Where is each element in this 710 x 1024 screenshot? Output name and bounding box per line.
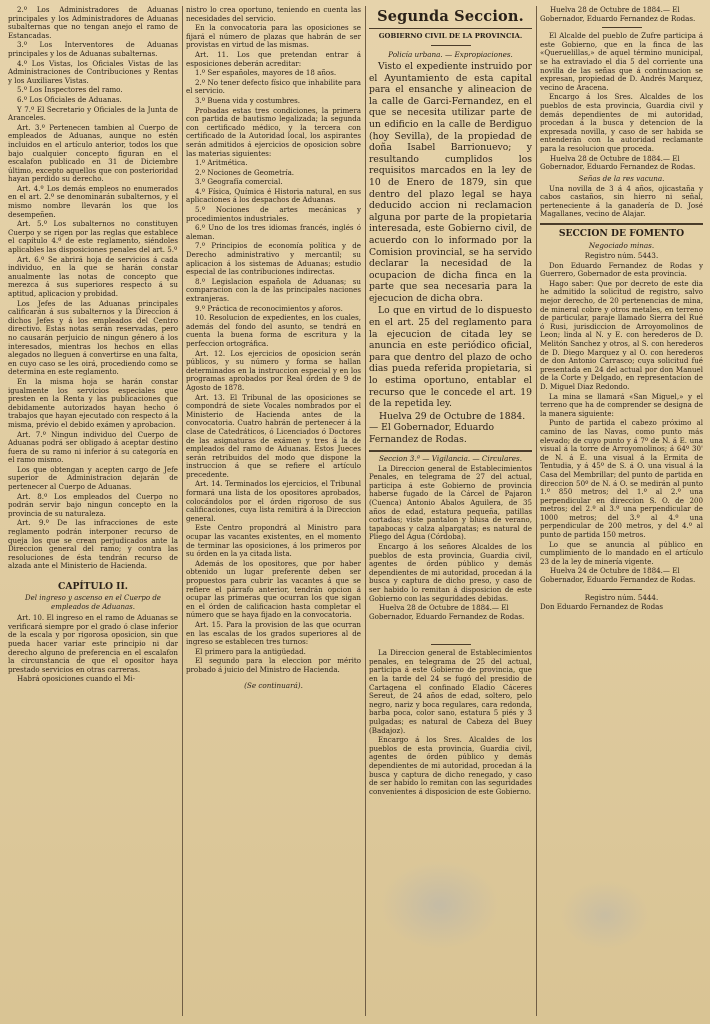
column-rule bbox=[365, 6, 366, 1016]
column-rule bbox=[182, 6, 183, 1016]
column-2 bbox=[186, 6, 361, 1020]
paragraph: 8.º Legislacion española de Aduanas; su comparacion con la de las principales naciones extranjeras. bbox=[186, 276, 361, 303]
paragraph: Los Jefes de las Aduanas principales calificarán á sus subalternos y la Direccion á dichos Jefes y á los empleados del Centro directivo. Estas notas serán reservadas, pero no causarán perjuicio de ningun género á los interesados, mientras los hechos en ellas alegados no lleguen á convertirse en una falta, en cuyo caso se les oirá, procediendo como se determina en este reglamento. bbox=[8, 298, 178, 377]
signature: Huelva 29 de Octubre de 1884.— El Gobernador, Eduardo Fernandez de Rodas. bbox=[369, 410, 526, 445]
paragraph: 4.º Física, Química é Historia natural, en sus aplicaciones á los despachos de Aduanas. bbox=[186, 186, 361, 205]
paragraph: Art. 5.º Los subalternos no constituyen Cuerpo y se rigen por las reglas que establece el capítulo 4.º de este reglamento, siéndoles aplicables las disposiciones penales del art. 5.º bbox=[8, 219, 178, 255]
signature: Huelva 28 de Octubre de 1884.— El Gobernador, Eduardo Fernandez de Rodas. bbox=[540, 6, 696, 23]
paragraph: Una novilla de 3 á 4 años, ojicastaña y cabos castaños, sin hierro ni señal, perteneciente á la ganadería de D. José Magallanes, vecino de Alajar. bbox=[540, 183, 703, 219]
government-title: GOBIERNO CIVIL DE LA PROVINCIA. bbox=[378, 32, 523, 40]
chapter-title: CAPÍTULO II. bbox=[58, 581, 128, 592]
paragraph: 1.º Aritmética. bbox=[195, 158, 248, 168]
paragraph: Lo que se anuncia al público en cumplimiento de lo mandado en el artículo 23 de la ley de minería vigente. bbox=[540, 539, 703, 566]
paragraph: 6.º Uno de los tres idiomas francés, inglés ó aleman. bbox=[186, 223, 361, 241]
paragraph: Probadas estas tres condiciones, la primera con partida de bautismo legalizada; la segunda con certificado médico, y la tercera con certificado de la Autoridad local, los aspirantes serán admitidos á ejercicios de oposicion sobre las materias siguientes: bbox=[186, 105, 361, 158]
paragraph: Art. 15. Para la provision de las que ocurran en las escalas de los grados superiores al de ingreso se establecen tres turnos: bbox=[186, 619, 361, 647]
paragraph: Art. 9.º De las infracciones de este reglamento podrán interponer recurso de queja los que se crean perjudicados ante la Direccion general del ramo; y contra las resoluciones de ésta tendrán recurso de alzada ante el Ministerio de Hacienda. bbox=[8, 518, 178, 571]
paragraph: 2.º No tener defecto físico que inhabilite para el servicio. bbox=[186, 77, 361, 96]
column-rule bbox=[536, 6, 537, 1016]
paragraph: Art. 14. Terminados los ejercicios, el Tribunal formará una lista de los opositores aprobados, colocándolos por el órden rigoroso de sus calificaciones, cuya lista remitirá á la Direccion general. bbox=[186, 479, 361, 523]
signature: Huelva 24 de Octubre de 1884.— El Gobernador, Eduardo Fernandez de Rodas. bbox=[540, 566, 696, 585]
paragraph: 9.º Práctica de reconocimientos y aforos. bbox=[195, 303, 343, 313]
paragraph: Encargo á los señores Alcaldes de los pueblos de esta provincia, Guardia civil, agentes de órden público y demás dependientes de mi autoridad, procedan á la busca y captura de dicho preso, y caso de ser habido lo remitan á disposicion de este Gobierno con las seguridades debidas. bbox=[369, 541, 532, 603]
continues-note: (Se continuará). bbox=[244, 680, 303, 690]
signature: Huelva 28 de Octubre de 1884.— El Gobernador, Eduardo Fernandez de Rodas. bbox=[369, 603, 525, 621]
paragraph: 3.º Buena vida y costumbres. bbox=[195, 95, 301, 105]
senas-title: Señas de la res vacuna. bbox=[578, 173, 665, 183]
paragraph: 2.º Nociones de Geometría. bbox=[195, 167, 295, 177]
paragraph: 7.º Principios de economía política y de Derecho administrativo y mercantil; su aplicacion á los sistemas de Aduanas; estudio especial de las contribuciones indirectas. bbox=[186, 241, 361, 277]
paragraph: 6.º Los Oficiales de Aduanas. bbox=[17, 94, 122, 104]
column-1 bbox=[8, 6, 178, 1020]
paragraph: Lo que en virtud de lo dispuesto en el art. 25 del reglamento para la ejecucion de citada ley se anuncia en este periódico oficial, para que dentro del plazo de ocho dias pueda referida propietaria, si lo estima oportuno, entablar el recurso que le concede el art. 19 de la repetida ley. bbox=[369, 305, 532, 410]
signature: Huelva 28 de Octubre de 1884.— El Gobernador, Eduardo Fernandez de Rodas. bbox=[540, 153, 696, 172]
paragraph: Habrá oposiciones cuando el Mi- bbox=[17, 674, 136, 684]
paragraph: Art. 8.º Los empleados del Cuerpo no podrán servir bajo ningun concepto en la provincia de su naturaleza. bbox=[8, 491, 178, 518]
paragraph: Art. 13. El Tribunal de las oposiciones se compondrá de siete Vocales nombrados por el Ministerio de Hacienda antes de la convocatoria. Cuatro habrán de pertenecer á la clase de Catedráticos, ó Licenciados ó Doctores de las asignaturas de exámen y tres á la de empleados del ramo de Aduanas. Estos Jueces serán retribuidos del modo que dispone la instruccion á que se refiere el artículo precedente. bbox=[186, 392, 361, 479]
paragraph: Art. 12. Los ejercicios de oposicion serán públicos, y su número y forma se hallan determinados en la instruccion especial y en los programas aprobados por Real órden de 9 de Agosto de 1878. bbox=[186, 348, 361, 392]
paragraph: Art. 10. El ingreso en el ramo de Aduanas se verificará siempre por el grado ó clase inferior de la escala y por rigorosa oposicion, sin que pueda hacer variar este principio ni dar derecho alguno de preferencia en el escalafon la circunstancia de que el opositor haya prestado servicios en otras carreras. bbox=[8, 613, 178, 674]
paragraph: Además de los opositores, que por haber obtenido un lugar preferente deben ser propuestos para cubrir las vacantes á que se refiere el párrafo anterior, tendrán opcion á ocupar las primeras que ocurran los que sigan en el órden de calificacion hasta completar el número que se haya fijado en la convocatoria. bbox=[186, 558, 361, 620]
paragraph: 2.º Los Administradores de Aduanas principales y los Administradores de Aduanas subalternas que no tengan anejo el ramo de Estancadas. bbox=[8, 6, 178, 40]
fomento-title: SECCION DE FOMENTO bbox=[558, 228, 685, 240]
paragraph: El Alcalde del pueblo de Zufre participa á este Gobierno, que en la finca de las «Queruelillas,» de aquel término municipal, se ha extraviado el dia 5 del corriente una novilla de las señas que á continuacion se expresan, propiedad de D. Andrés Marquez, vecino de Aracena. bbox=[540, 31, 703, 92]
paragraph: 3.º Los Interventores de Aduanas principales y los de Aduanas subalternas. bbox=[8, 40, 178, 58]
paragraph: El primero para la antigüedad. bbox=[195, 646, 306, 656]
paragraph: La Direccion general de Establecimientos penales, en telegrama de 25 del actual, participa á este Gobierno de provincia, que en la tarde del 24 se fugó del presidio de Cartagena el confinado Eladio Cáceres Sereut, de 24 años de edad, soltero, pelo negro, nariz y boca regulares, cara redonda, barba poca, color sano, estatura 5 piés y 3 pulgadas; es natural de Cabeza del Buey (Badajoz). bbox=[369, 648, 532, 735]
paragraph: En la misma hoja se harán constar igualmente los servicios especiales que presten en la Renta y las publicaciones que debidamente autorizados hayan hecho ó trabajos que hayan ejecutado con respecto á la misma, prévio el debido exámen y aprobacion. bbox=[8, 376, 178, 429]
paragraph: Art. 11. Los que pretendan entrar á esposiciones deberán acreditar: bbox=[186, 49, 361, 68]
paragraph: 1.º Ser españoles, mayores de 18 años. bbox=[195, 68, 337, 78]
subsection-title: Policía urbana. — Expropiaciones. bbox=[388, 50, 513, 59]
paragraph: Encargo á los Sres. Alcaldes de los pueblos de esta provincia, Guardia civil y demás dependientes de mi autoridad, procedan á la busca y detencion de la expresada novilla, y caso de ser habida se entenderán con la autoridad reclamante para la resolucion que proceda. bbox=[540, 92, 703, 153]
paragraph: La mina se llamará «San Miguel,» y el terreno que ha de comprender se designa de la manera siguiente: bbox=[540, 391, 703, 418]
paragraph: Art. 7.º Ningun individuo del Cuerpo de Aduanas podrá ser obligado á aceptar destino fuera de su ramo ni inferior á su categoría en el ramo mismo. bbox=[8, 429, 178, 465]
paragraph: Art. 4.º Los demás empleos no enumerados en el art. 2.º se denominarán subalternos, y el mismo nombre llevarán los que los desempeñen. bbox=[8, 183, 178, 219]
chapter-subtitle: Del ingreso y ascenso en el Cuerpo de empleados de Aduanas. bbox=[25, 594, 161, 611]
paragraph: Visto el expediente instruido por el Ayuntamiento de esta capital para el ensanche y alineacion de la calle de Garci-Fernandez, en el que se necesita utilizar parte de un edificio en la calle de Berdiguo (hoy Sevilla), de la propiedad de doña Isabel Barrionuevo; y resultando cumplidos los requisitos marcados en la ley de 10 de Enero de 1879, sin que dentro del plazo legal se haya deducido accion ni reclamacion alguna por parte de la propietaria interesada, este Gobierno civil, de acuerdo con lo informado por la Comision provincial, se ha servido declarar la necesidad de la ocupacion de dicha finca en la parte que sea necesaria para la ejecucion de dicha obra. bbox=[369, 61, 532, 304]
column-4 bbox=[540, 6, 703, 1020]
paragraph: Art. 6.º Se abrirá hoja de servicios á cada individuo, en la que se harán constar anualmente las notas de concepto que merezca á sus superiores respecto á su aptitud, aplicacion y probidad. bbox=[8, 254, 178, 298]
paragraph: Don Eduardo Fernandez de Rodas bbox=[540, 602, 663, 612]
paragraph: nistro lo crea oportuno, teniendo en cuenta las necesidades del servicio. bbox=[186, 6, 361, 23]
subsection-title: Seccion 3.ª — Vigilancia. — Circulares. bbox=[378, 453, 523, 463]
registro-title: Registro núm. 5444. bbox=[584, 592, 659, 602]
paragraph: En la convocatoria para las oposiciones se fijará el número de plazas que habrán de ser provistas en virtud de las mismas. bbox=[186, 23, 361, 50]
paragraph: Y 7.º El Secretario y Oficiales de la Junta de Aranceles. bbox=[8, 104, 178, 123]
paragraph: Encargo á los Sres. Alcaldes de los pueblos de esta provincia, Guardia civil, agentes de órden público y demás dependientes de mi autoridad, procedan á la busca y captura de dicho renegado, y caso de ser habido lo remitan con las seguridades convenientes á disposicion de este Gobierno. bbox=[369, 735, 532, 796]
paragraph: Hago saber: Que por decreto de este dia he admitido la solicitud de registro, salvo mejor derecho, de 20 pertenencias de mina, de mineral cobre y otros metales, en terreno de particular, paraje llamado Sierra del Rué ó Rusi, jurisdiccion de Arroyomolinos de Leon; linda al N. y E. con herederos de D. Melitón Sanchez y otros, al S. con herederos de D. Diego Marquez y al O. con herederos de don Antonio Carrasco; cuya solicitud fué presentada en 24 del actual por don Manuel de la Corte y Delgado, en representacion de D. Miguel Diaz Redondo. bbox=[540, 278, 703, 391]
section-title: Segunda Seccion. bbox=[377, 8, 524, 25]
paragraph: Don Eduardo Fernandez de Rodas y Guerrero, Gobernador de esta provincia. bbox=[540, 260, 703, 279]
column-3 bbox=[369, 6, 532, 1020]
paragraph: 10. Resolucion de expedientes, en los cuales, además del fondo del asunto, se tendrá en cuenta la buena forma de escritura y la perfeccion ortográfica. bbox=[186, 313, 361, 348]
paragraph: Punto de partida el cabezo próximo al camino de las Navas, como punto más elevado; de cuyo punto y á 7º de N. á E. una visual á la torre de Arroyomolinos; á 64º 30' de N. á E. una visual á la Ermita de Tentudia, y á 45º de S. á O. una visual á la Casa del Membrillar; del punto de partida en direccion 50º de N. á O. se medirán al punto 1.º 850 metros; del 1.º al 2.º una perpendicular en direccion S. O. de 200 metros; del 2.º al 3.º una perpendicular de 1000 metros; del 3.º al 4.º una perpendicular de 200 metros, y del 4.º al punto de partida 150 metros. bbox=[540, 418, 703, 540]
paragraph: 5.º Los Inspectores del ramo. bbox=[17, 85, 123, 95]
paragraph: Los que obtengan y acepten cargo de Jefe superior de Administracion dejarán de pertenecer al Cuerpo de Aduanas. bbox=[8, 464, 178, 492]
fomento-subtitle: Negociado minas. bbox=[588, 241, 655, 251]
paragraph: 4.º Los Vistas, los Oficiales Vistas de las Administraciones de Contribuciones y Rentas y los Auxiliares Vistas. bbox=[8, 58, 178, 85]
paragraph: Art. 3.º Pertenecen tambien al Cuerpo de empleados de Aduanas, aunque no estén incluidos en el artículo anterior, todos los que bajo cualquier concepto figuran en el escalafon publicado en 31 de Diciembre último, excepto aquellos que con posterioridad hayan perdido su derecho. bbox=[8, 122, 178, 184]
registro-title: Registro núm. 5443. bbox=[584, 251, 659, 261]
paragraph: 5.º Nociones de artes mecánicas y procedimientos industriales. bbox=[186, 205, 361, 223]
paragraph: 3.º Geografía comercial. bbox=[195, 177, 283, 187]
paragraph: La Direccion general de Establecimientos Penales, en telegrama de 27 del actual, participa á este Gobierno de provincia haberse fugado de la Cárcel de Pajaron (Cuenca) Antonio Abalos Aguilera, de 35 años de edad, estatura pequeña, patillas cortadas; viste pantalon y blusa de verano, tapabocas y calza alpargatas; es natural de Pliego del Agua (Córdoba). bbox=[369, 463, 532, 542]
paragraph: Este Centro propondrá al Ministro para ocupar las vacantes existentes, en el momento de terminar las oposiciones, á los primeros por su órden en la ya citada lista. bbox=[186, 523, 361, 559]
paragraph: El segundo para la eleccion por mérito probado á juicio del Ministro de Hacienda. bbox=[186, 656, 361, 674]
